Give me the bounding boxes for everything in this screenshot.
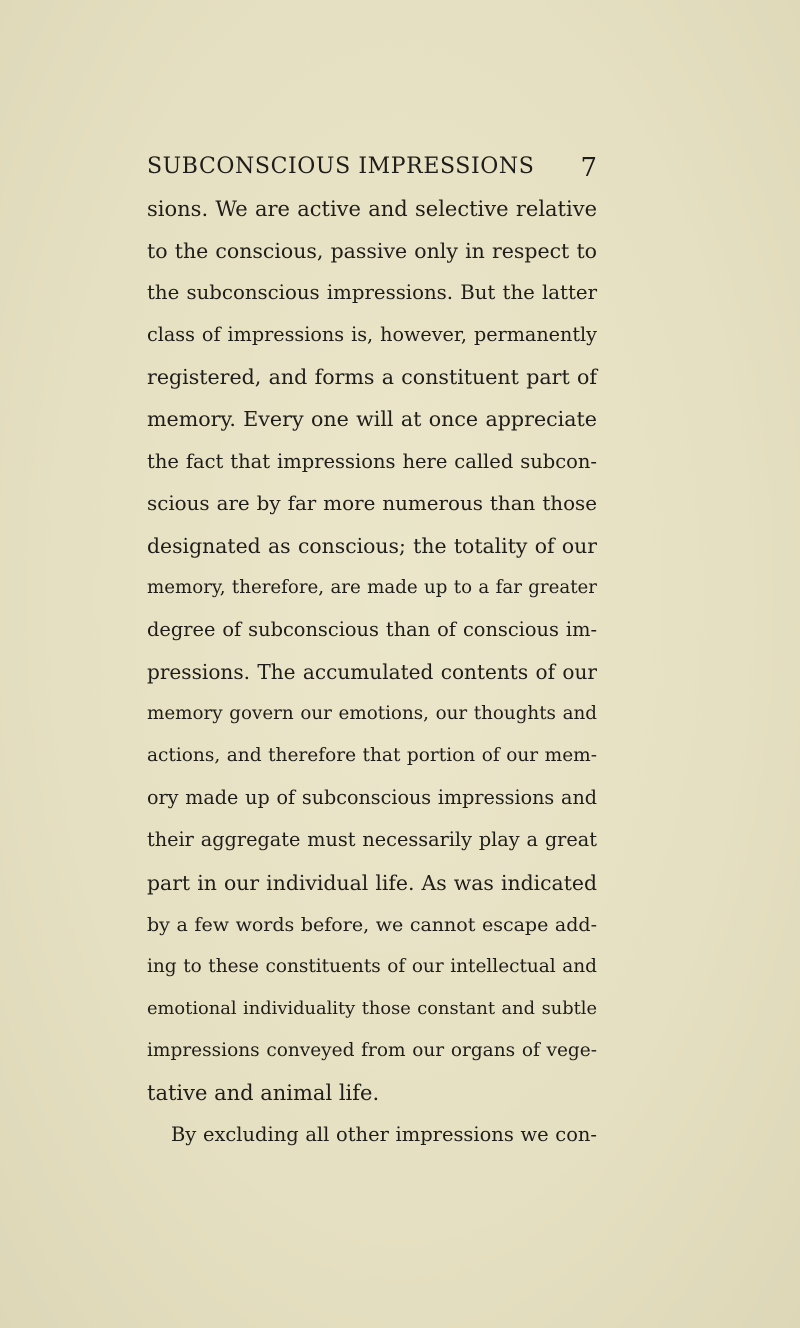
text-line: designated as conscious; the totality of our [147,533,597,558]
text-line: By excluding all other impressions we con- [171,1123,597,1147]
text-line: the fact that impressions here called subcon- [147,449,597,473]
running-head-title: SUBCONSCIOUS IMPRESSIONS [147,154,535,179]
text-line: scious are by far more numerous than those [147,491,597,515]
text-line: to the conscious, passive only in respect to [147,239,597,264]
text-line: the subconscious impressions. But the latter [147,281,597,305]
text-line: memory govern our emotions, our thoughts and [147,703,597,725]
text-line: ing to these constituents of our intellectual and [147,955,597,977]
text-line: degree of subconscious than of conscious im- [147,617,597,641]
text-line: tative and animal life. [147,1080,380,1105]
text-line: impressions conveyed from our organs of vege- [147,1039,597,1061]
text-line: actions, and therefore that portion of our mem- [147,745,597,767]
text-line: memory. Every one will at once appreciate [147,407,597,432]
text-line: registered, and forms a constituent part of [147,365,597,390]
page-number: 7 [580,153,597,183]
running-head [147,150,597,184]
text-line: sions. We are active and selective relative [147,197,597,221]
body-text [147,188,597,1156]
text-line: ory made up of subconscious impressions and [147,786,597,810]
text-line: pressions. The accumulated contents of our [147,660,597,685]
text-line: emotional individuality those constant and subtle [147,997,597,1019]
text-line: class of impressions is, however, permanently [147,323,597,347]
text-line: part in our individual life. As was indicated [147,870,597,895]
text-line: their aggregate must necessarily play a great [147,828,597,852]
text-line: memory, therefore, are made up to a far greater [147,576,597,598]
text-line: by a few words before, we cannot escape add- [147,913,597,936]
